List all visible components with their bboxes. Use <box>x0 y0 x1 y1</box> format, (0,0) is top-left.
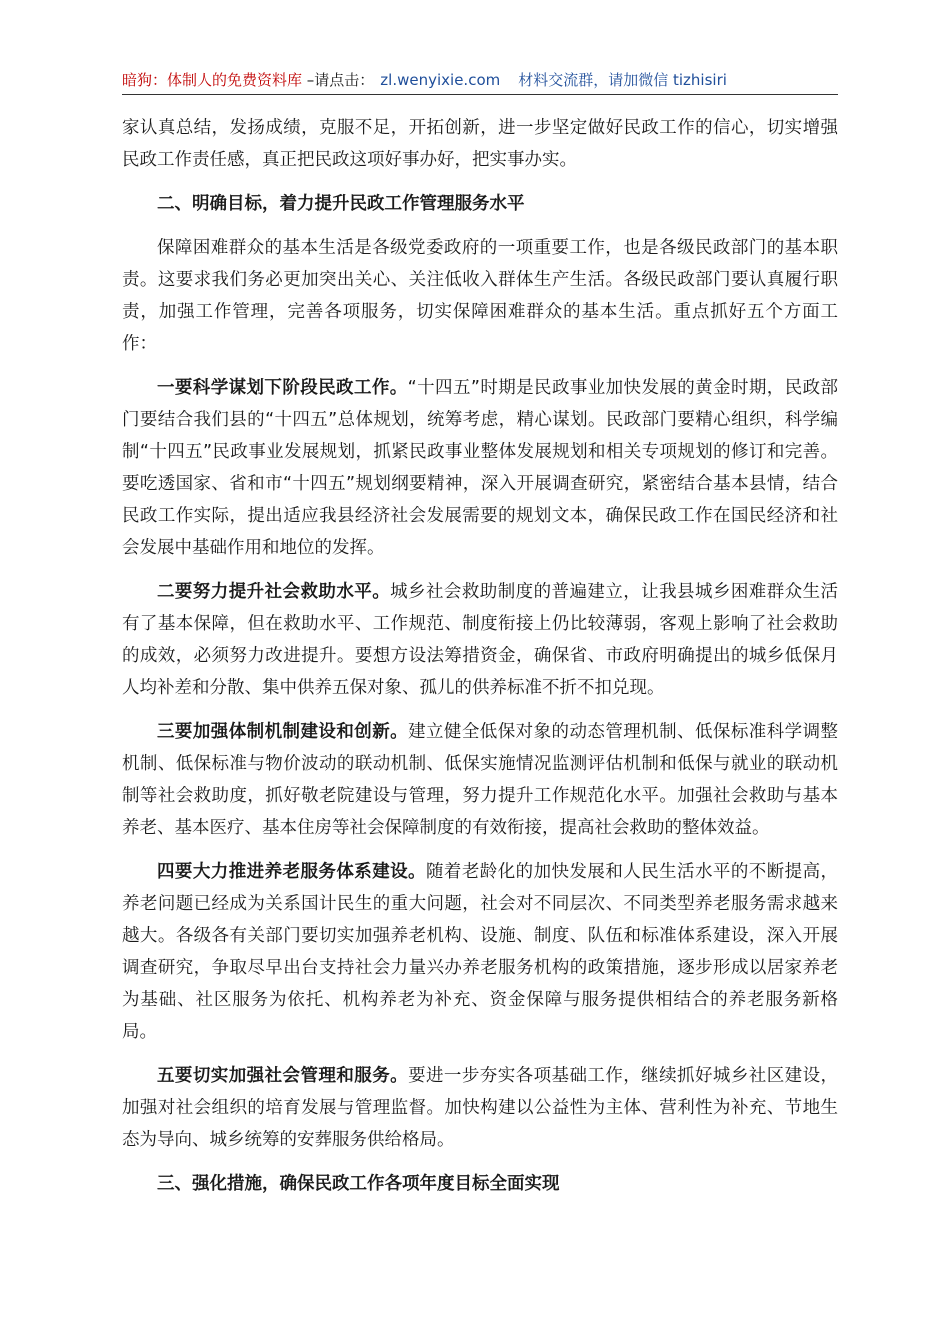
paragraph-item-3 <box>122 716 838 844</box>
paragraph-item-4 <box>122 856 838 1048</box>
paragraph-text: “十四五”时期是民政事业加快发展的黄金时期，民政部门要结合我们县的“十四五”总体规划，统筹考虑，精心谋划。民政部门要精心组织，科学编制“十四五”民政事业发展规划，抓紧民政事业整体发展规划和相关专项规划的修订和完善。要吃透国家、省和市“十四五”规划纲要精神，深入开展调查研究，紧密结合基本县情，结合民政工作实际，提出适应我县经济社会发展需要的规划文本，确保民政工作在国民经济和社会发展中基础作用和地位的发挥。 <box>122 378 839 558</box>
paragraph-text: 城乡社会救助制度的普遍建立，让我县城乡困难群众生活有了基本保障，但在救助水平、工作规范、制度衔接上仍比较薄弱，客观上影响了社会救助的成效，必须努力改进提升。要想方设法筹措资金，确保省、市政府明确提出的城乡低保月人均补差和分散、集中供养五保对象、孤儿的供养标准不折不扣兑现。 <box>122 582 839 698</box>
paragraph-text: 家认真总结，发扬成绩，克服不足，开拓创新，进一步坚定做好民政工作的信心，切实增强民政工作责任感，真正把民政这项好事办好，把实事办实。 <box>122 118 838 170</box>
paragraph-text: 要进一步夯实各项基础工作，继续抓好城乡社区建设，加强对社会组织的培育发展与管理监督。加快构建以公益性为主体、营利性为补充、节地生态为导向、城乡统筹的安葬服务供给格局。 <box>122 1066 839 1150</box>
paragraph-continued <box>122 112 838 176</box>
paragraph-text: 保障困难群众的基本生活是各级党委政府的一项重要工作，也是各级民政部门的基本职责。这要求我们务必更加突出关心、关注低收入群体生产生活。各级民政部门要认真履行职责，加强工作管理，完善各项服务，切实保障困难群众的基本生活。重点抓好五个方面工作： <box>122 238 838 354</box>
paragraph-lead: 二要努力提升社会救助水平。 <box>157 582 391 602</box>
header-url-link[interactable]: zl.wenyixie.com <box>380 71 501 89</box>
paragraph-item-1 <box>122 372 838 564</box>
section-heading-3: 三、强化措施，确保民政工作各项年度目标全面实现 <box>157 1174 560 1194</box>
paragraph-text: 建立健全低保对象的动态管理机制、低保标准科学调整机制、低保标准与物价波动的联动机制、低保实施情况监测评估机制和低保与就业的联动机制等社会救助度，抓好敬老院建设与管理，努力提升工作规范化水平。加强社会救助与基本养老、基本医疗、基本住房等社会保障制度的有效衔接，提高社会救助的整体效益。 <box>122 722 839 838</box>
paragraph-lead: 三要加强体制机制建设和创新。 <box>157 722 409 742</box>
section-heading-2: 二、明确目标，着力提升民政工作管理服务水平 <box>157 194 525 214</box>
paragraph-item-5 <box>122 1060 838 1156</box>
page-header <box>122 70 838 95</box>
header-brand: 暗狗：体制人的免费资料库 <box>122 71 303 89</box>
paragraph-lead: 四要大力推进养老服务体系建设。 <box>157 862 426 882</box>
header-separator: –请点击： <box>302 71 375 89</box>
paragraph-intro <box>122 232 838 360</box>
document-body <box>122 112 838 1212</box>
header-contact: 材料交流群，请加微信 tizhisiri <box>518 71 727 89</box>
paragraph-lead: 一要科学谋划下阶段民政工作。 <box>157 378 408 398</box>
paragraph-item-2 <box>122 576 838 704</box>
paragraph-text: 随着老龄化的加快发展和人民生活水平的不断提高，养老问题已经成为关系国计民生的重大问题，社会对不同层次、不同类型养老服务需求越来越大。各级各有关部门要切实加强养老机构、设施、制度、队伍和标准体系建设，深入开展调查研究，争取尽早出台支持社会力量兴办养老服务机构的政策措施，逐步形成以居家养老为基础、社区服务为依托、机构养老为补充、资金保障与服务提供相结合的养老服务新格局。 <box>122 862 839 1042</box>
paragraph-lead: 五要切实加强社会管理和服务。 <box>157 1066 409 1086</box>
